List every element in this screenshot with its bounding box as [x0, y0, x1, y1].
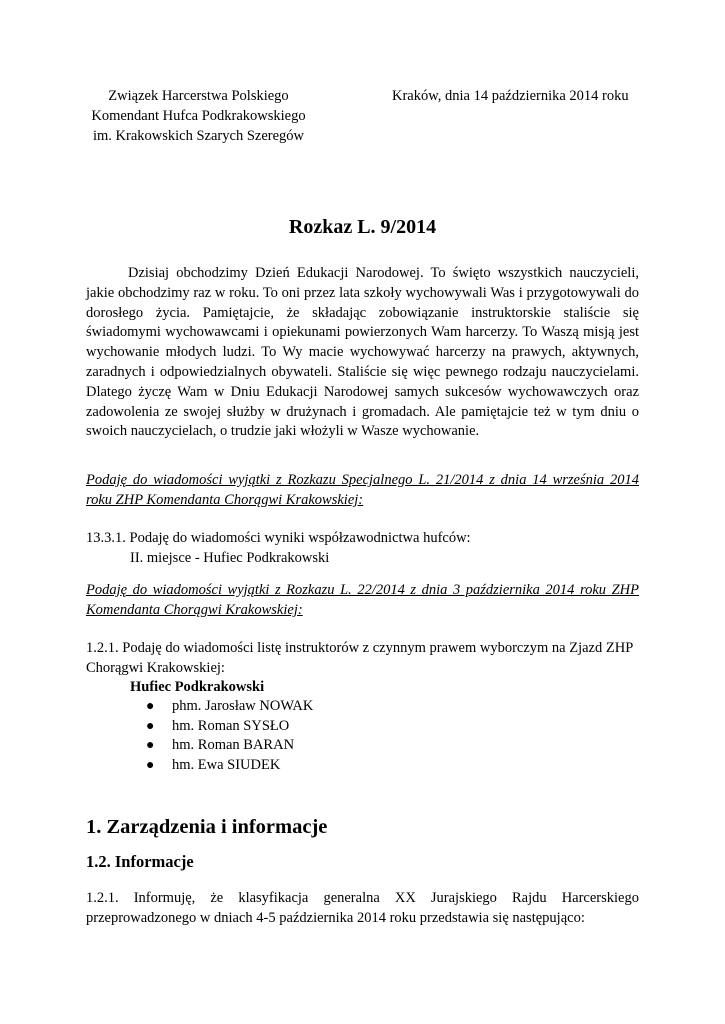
- list-item: [130, 756, 313, 776]
- org-line: im. Krakowskich Szarych Szeregów: [93, 128, 304, 144]
- instructor-name: phm. Jarosław NOWAK: [172, 698, 314, 714]
- group-name: Hufiec Podkrakowski: [130, 679, 265, 695]
- instructor-list: [130, 697, 313, 775]
- list-item: [130, 717, 313, 737]
- intro-paragraph: Dzisiaj obchodzimy Dzień Edukacji Narodowej. To święto wszystkich nauczycieli, jakie obchodzimy raz w roku. To oni przez lata szkoły wychowywali Was i przygotowywali do dorosłego życia. Pamiętajcie, że składając zobowiązanie instruktorskie staliście się świadomymi wychowawcami i opiekunami powierzonych Wam harcerzy. To Waszą misją jest wychowanie młodych ludzi. To Wy macie wychowywać harcerzy na prawych, aktywnych, zaradnych i odpowiedzialnych obywateli. Staliście się więc pewnego rodzaju nauczycielami. Dlatego życzę Wam w Dniu Edukacji Narodowej samych sukcesów wychowawczych oraz zadowolenia ze swojej służby w drużynach i gromadach. Ale pamiętajcie też w tym dniu o swoich nauczycielach, o trudzie jaki włożyli w Wasze wychowanie.: [86, 265, 639, 440]
- excerpt-heading-1: Podaję do wiadomości wyjątki z Rozkazu Specjalnego L. 21/2014 z dnia 14 września 2014 roku ZHP Komendanta Chorągwi Krakowskiej:: [86, 472, 639, 508]
- instructor-name: hm. Ewa SIUDEK: [172, 756, 281, 773]
- bullet-icon: ●: [146, 757, 155, 773]
- subsection-heading: 1.2. Informacje: [86, 852, 194, 871]
- organization-header: [86, 86, 311, 146]
- item-result: II. miejsce - Hufiec Podkrakowski: [130, 550, 330, 566]
- info-paragraph: 1.2.1. Informuję, że klasyfikacja generalna XX Jurajskiego Rajdu Harcerskiego przeprowadzonego w dniach 4-5 października 2014 roku przedstawia się następująco:: [86, 890, 639, 926]
- list-item: [130, 697, 313, 717]
- instructor-name: hm. Roman BARAN: [172, 737, 295, 753]
- bullet-icon: ●: [146, 738, 155, 753]
- place-date: Kraków, dnia 14 października 2014 roku: [392, 88, 629, 104]
- bullet-icon: ●: [146, 699, 155, 714]
- org-line: Komendant Hufca Podkrakowskiego: [91, 108, 306, 124]
- excerpt-heading-2: Podaję do wiadomości wyjątki z Rozkazu L. 22/2014 z dnia 3 października 2014 roku ZHP Komendanta Chorągwi Krakowskiej:: [86, 582, 639, 618]
- item-1-2-1-list-intro: 1.2.1. Podaję do wiadomości listę instruktorów z czynnym prawem wyborczym na Zjazd ZHP Chorągwi Krakowskiej:: [86, 640, 633, 676]
- item-13-3-1: [86, 528, 639, 568]
- order-title: Rozkaz L. 9/2014: [288, 216, 437, 238]
- list-item: [130, 736, 313, 756]
- item-text: 13.3.1. Podaję do wiadomości wyniki współzawodnictwa hufców:: [86, 530, 471, 546]
- bullet-icon: ●: [146, 718, 155, 734]
- org-line: Związek Harcerstwa Polskiego: [108, 88, 289, 104]
- instructor-name: hm. Roman SYSŁO: [172, 717, 290, 734]
- section-heading: 1. Zarządzenia i informacje: [86, 816, 328, 838]
